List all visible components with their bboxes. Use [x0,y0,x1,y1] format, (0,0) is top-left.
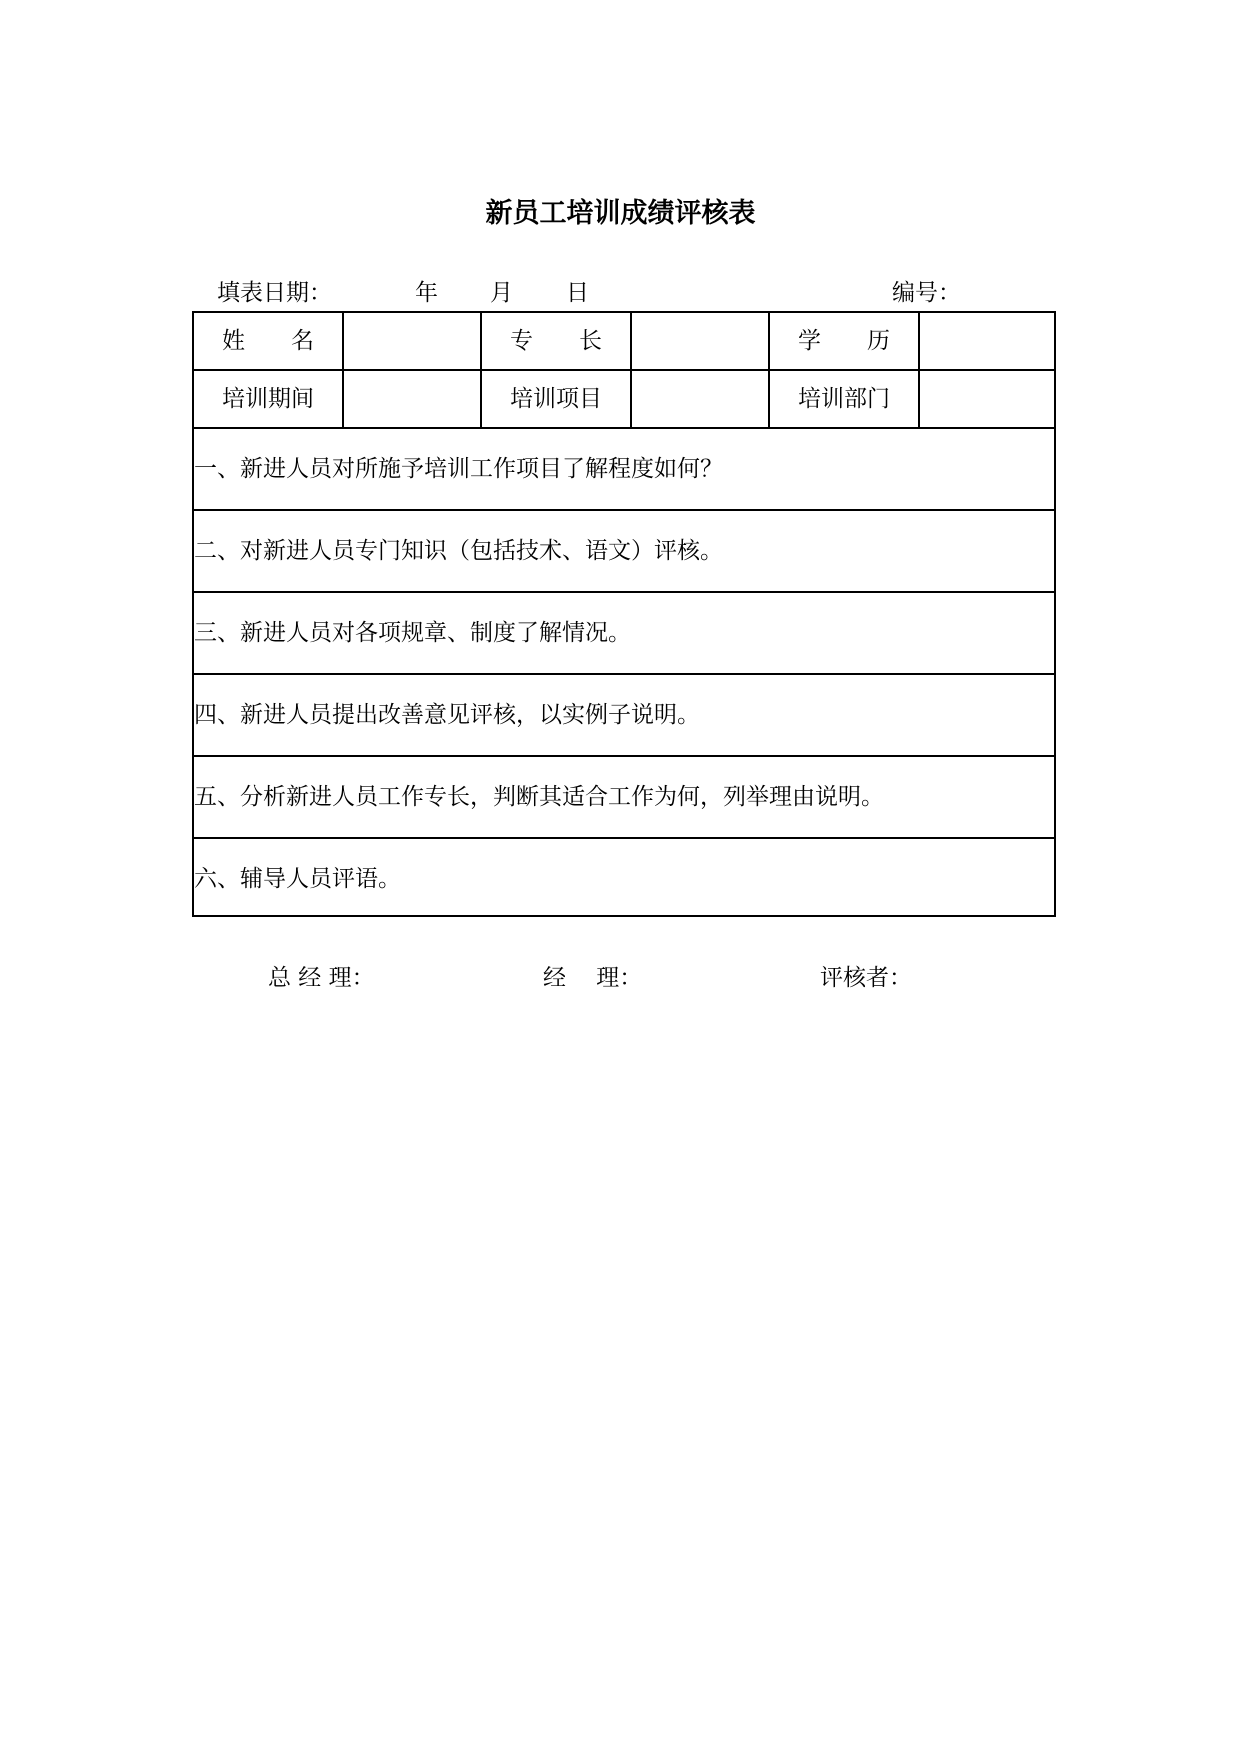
general-manager-signature-label: 总 经 理： [268,965,375,991]
question-row-1[interactable]: 一、新进人员对所施予培训工作项目了解程度如何？ [194,429,1054,511]
form-header-line [192,277,1052,309]
question-row-4[interactable]: 四、新进人员提出改善意见评核，以实例子说明。 [194,675,1054,757]
question-row-5[interactable]: 五、分析新进人员工作专长，判断其适合工作为何，列举理由说明。 [194,757,1054,839]
info-row-training [194,371,1054,429]
education-label: 学 历 [770,313,920,369]
name-field[interactable] [344,313,482,369]
year-label: 年 [415,280,438,306]
evaluation-form-table [192,311,1056,917]
question-row-3[interactable]: 三、新进人员对各项规章、制度了解情况。 [194,593,1054,675]
training-item-label: 培训项目 [482,371,632,427]
training-period-label: 培训期间 [194,371,344,427]
day-label: 日 [566,280,589,306]
training-department-label: 培训部门 [770,371,920,427]
reviewer-signature-label: 评核者： [820,965,912,991]
signature-line [0,962,1241,994]
education-field[interactable] [920,313,1054,369]
manager-signature-label: 经 理： [543,965,643,991]
serial-number-label: 编号： [892,280,961,306]
training-department-field[interactable] [920,371,1054,427]
training-period-field[interactable] [344,371,482,427]
name-label: 姓 名 [194,313,344,369]
specialty-label: 专 长 [482,313,632,369]
question-row-6[interactable]: 六、辅导人员评语。 [194,866,401,892]
specialty-field[interactable] [632,313,770,369]
fill-date-label: 填表日期： [217,280,332,306]
info-row-basic [194,313,1054,371]
form-title: 新员工培训成绩评核表 [485,198,756,229]
question-row-2[interactable]: 二、对新进人员专门知识（包括技术、语文）评核。 [194,511,1054,593]
training-item-field[interactable] [632,371,770,427]
month-label: 月 [490,280,513,306]
